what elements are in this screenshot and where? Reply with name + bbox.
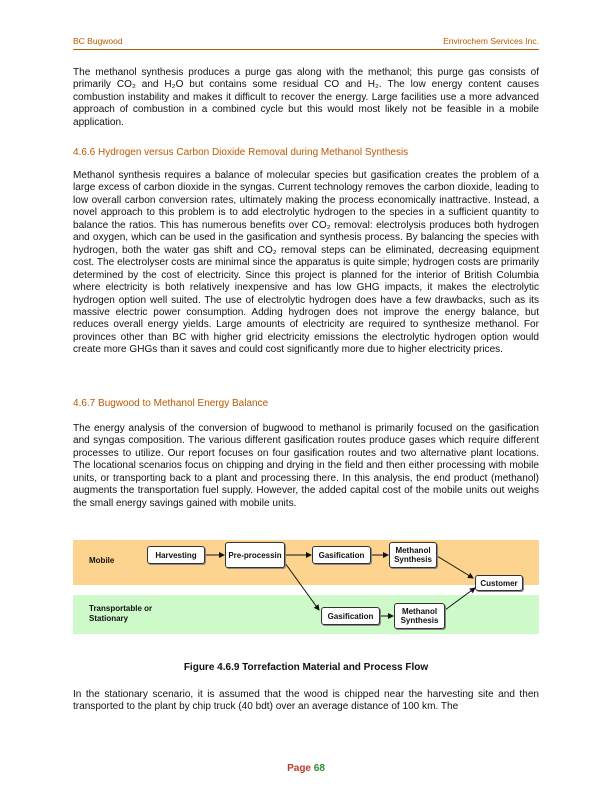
- page-footer: [0, 763, 612, 774]
- band-label-stationary: Transportable or Stationary: [89, 604, 153, 623]
- flow-arrows: [73, 540, 539, 634]
- arrow-preprocess-to-stat-gasification: [285, 563, 319, 610]
- node-harvesting: Harvesting: [147, 546, 205, 564]
- section-heading-4-6-7: 4.6.7 Bugwood to Methanol Energy Balance: [73, 398, 269, 409]
- header-left: BC Bugwood: [73, 36, 123, 46]
- header-right: Envirochem Services Inc.: [443, 36, 539, 46]
- band-label-mobile: Mobile: [89, 556, 115, 565]
- paragraph-energy-analysis: The energy analysis of the conversion of bugwood to methanol is primarily focused on the gasification and syngas composition. The various different gasification routes produce gases which require different processes to utilize. Our report focuses on four gasification routes and two alternative plant locations. The locational scenarios focus on chipping and drying in the field and then either processing with mobile units, or transporting back to a plant and processing there. In this analysis, the end product (methanol) augments the transportation fuel supply. However, the added capital cost of the mobile units out weighs the small energy savings gained with mobile units.: [73, 423, 539, 509]
- arrow-stat-methanol-to-customer: [445, 588, 475, 610]
- arrow-methanol-to-customer: [437, 556, 473, 578]
- node-gasification-stationary: Gasification: [321, 607, 380, 625]
- figure-caption: Figure 4.6.9 Torrefaction Material and Process Flow: [183, 662, 429, 673]
- node-methanol-stationary: Methanol Synthesis: [394, 603, 445, 629]
- node-methanol-mobile: Methanol Synthesis: [389, 542, 437, 568]
- page-header: [73, 36, 539, 50]
- node-preprocessing: Pre-processin: [225, 542, 285, 568]
- node-gasification-mobile: Gasification: [312, 546, 371, 564]
- section-heading-4-6-6: 4.6.6 Hydrogen versus Carbon Dioxide Removal during Methanol Synthesis: [73, 147, 409, 158]
- paragraph-purge-gas: The methanol synthesis produces a purge gas along with the methanol; this purge gas consists of primarily CO₂ and H₂O but contains some residual CO and H₂. The low energy content causes combustion instability and makes it difficult to recover the energy. Large facilities use a more advanced approach of combustion in a combined cycle but this would most likely not be feasible in a mobile application.: [73, 67, 539, 128]
- page-number: 68: [313, 763, 325, 774]
- paragraph-hydrogen: Methanol synthesis requires a balance of molecular species but gasification creates the problem of a large excess of carbon dioxide in the syngas. Current technology removes the carbon dioxide, leading to low overall carbon conversion rates, ultimately making the process economically inattractive. Instead, a novel approach to this problem is to add electrolytic hydrogen to the species in a sufficient quantity to balance the ratios. This has numerous benefits over CO₂ removal: electrolysis produces both hydrogen and oxygen, which can be used in the gasification and synthesis process. By balancing the species with hydrogen, both the water gas shift and CO₂ removal steps can be eliminated, decreasing equipment cost. The electrolyser costs are minimal since the apparatus is quite simple; hydrogen costs are primarily determined by the cost of electricity. Since this project is planned for the interior of British Columbia where electricity is both relatively inexpensive and has low GHG impacts, it makes the electrolytic hydrogen option well suited. The use of electrolytic hydrogen does have a few drawbacks, such as its massive electric power consumption. Adding hydrogen does not improve the energy balance, but reduces overall energy yields. Large amounts of electricity are required to synthesize methanol. For provinces other than BC with higher grid electricity emissions the electrolytic hydrogen option would create more GHGs than it saves and could cost significantly more due to higher electricity prices.: [73, 170, 539, 356]
- page-label: Page: [287, 763, 311, 774]
- process-flow-diagram: [73, 540, 539, 634]
- node-customer: Customer: [475, 575, 523, 591]
- paragraph-stationary-scenario: In the stationary scenario, it is assumed that the wood is chipped near the harvesting site and then transported to the plant by chip truck (40 bdt) over an average distance of 100 km. The: [73, 689, 539, 713]
- header-rule: [73, 49, 539, 50]
